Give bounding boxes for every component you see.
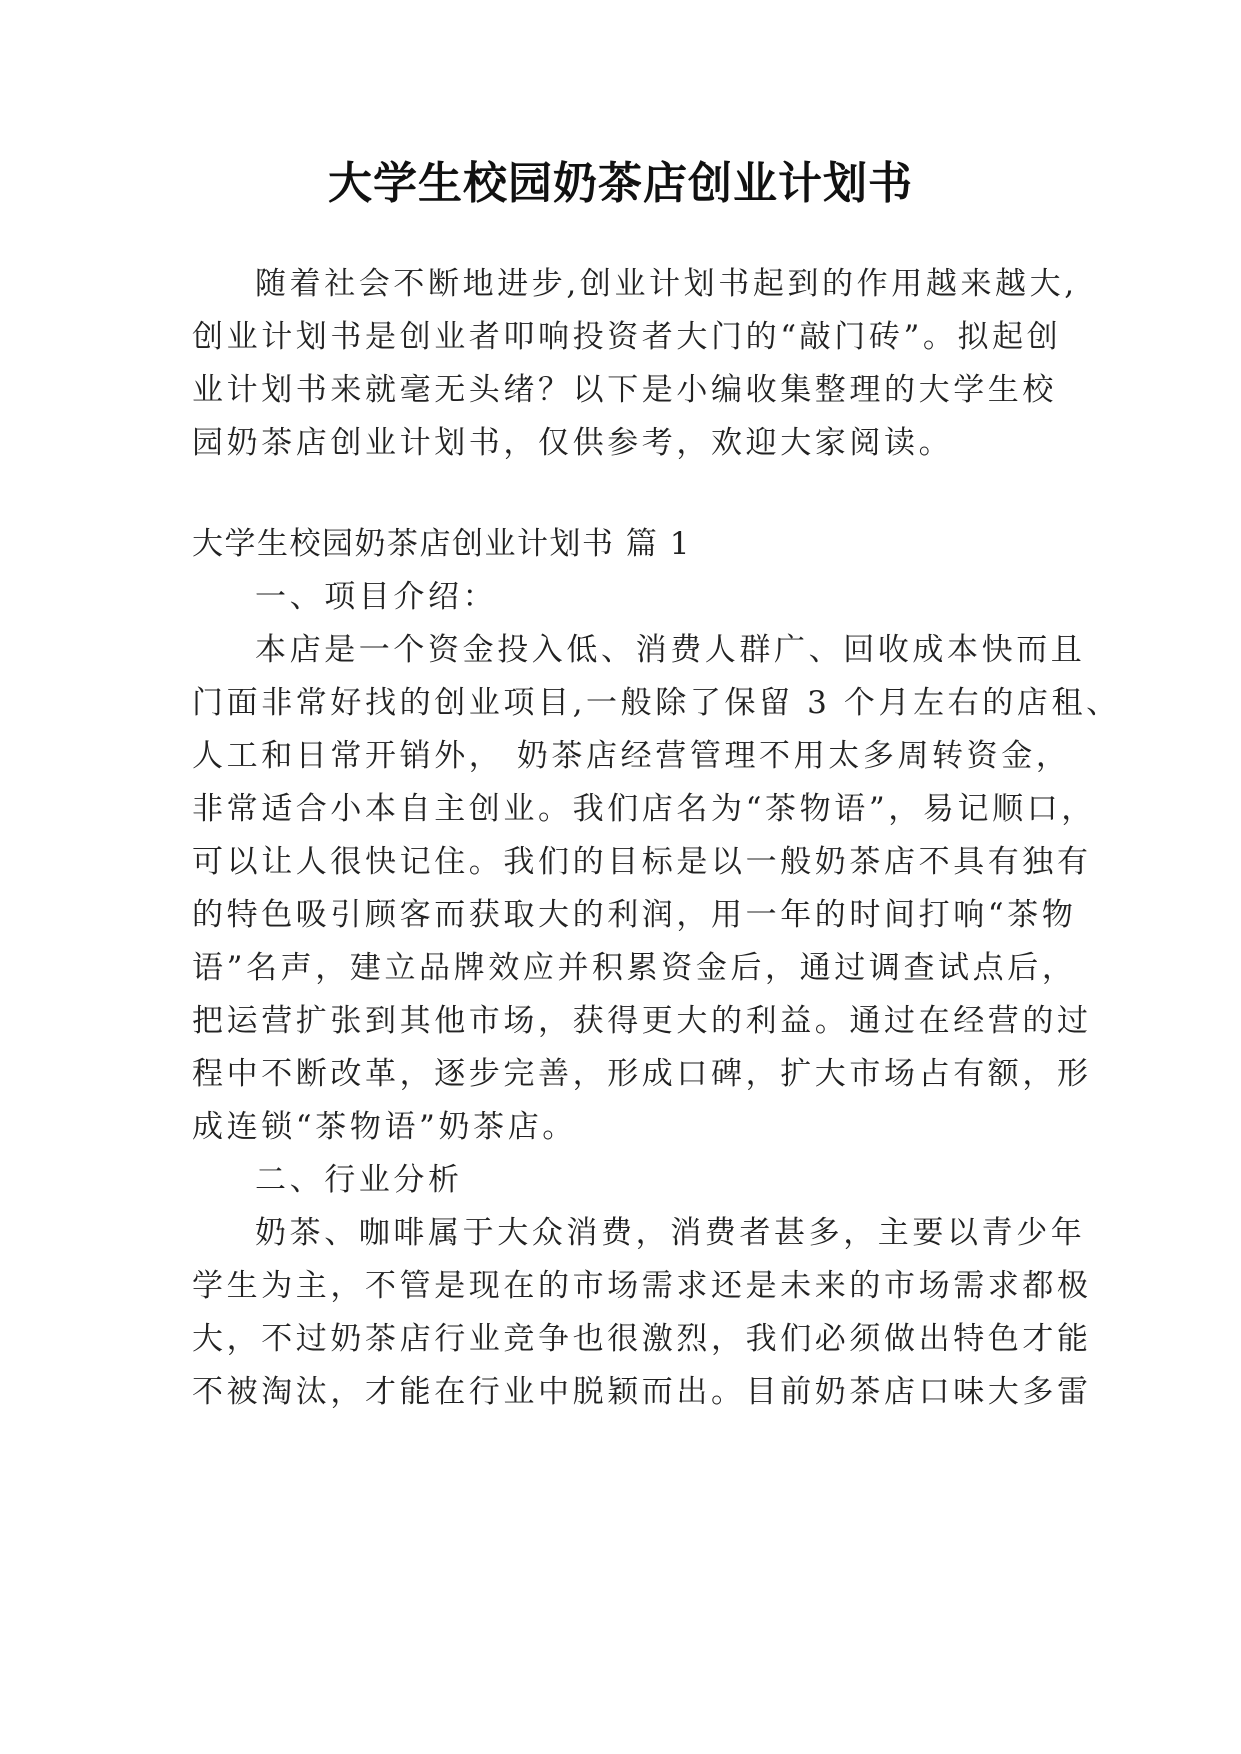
intro-line: 创业计划书是创业者叩响投资者大门的“敲门砖”。拟起创 (192, 319, 1062, 355)
paragraph-line: 非常适合小本自主创业。我们店名为“茶物语”，易记顺口， (192, 791, 1096, 827)
paragraph-line: 语”名声，建立品牌效应并积累资金后，通过调查试点后， (192, 950, 1077, 986)
paragraph-line: 的特色吸引顾客而获取大的利润，用一年的时间打响“茶物 (192, 897, 1077, 933)
paragraph-line: 学生为主，不管是现在的市场需求还是未来的市场需求都极 (192, 1268, 1092, 1304)
intro-line: 园奶茶店创业计划书，仅供参考，欢迎大家阅读。 (192, 425, 954, 461)
paragraph-line: 本店是一个资金投入低、消费人群广、回收成本快而且 (255, 632, 1086, 668)
paragraph-line: 大，不过奶茶店行业竞争也很激烈，我们必须做出特色才能 (192, 1321, 1092, 1357)
paragraph-line: 人工和日常开销外， 奶茶店经营管理不用太多周转资金， (192, 738, 1071, 774)
subheading: 二、行业分析 (255, 1162, 463, 1198)
paragraph-line: 程中不断改革，逐步完善，形成口碑，扩大市场占有额，形 (192, 1056, 1092, 1092)
intro-line: 业计划书来就毫无头绪？以下是小编收集整理的大学生校 (192, 372, 1057, 408)
paragraph-line: 可以让人很快记住。我们的目标是以一般奶茶店不具有独有 (192, 844, 1092, 880)
paragraph-line: 门面非常好找的创业项目,一般除了保留 3 个月左右的店租、 (192, 685, 1121, 721)
paragraph-line: 把运营扩张到其他市场，获得更大的利益。通过在经营的过 (192, 1003, 1092, 1039)
document-title: 大学生校园奶茶店创业计划书 (328, 158, 913, 209)
paragraph-line: 不被淘汰，才能在行业中脱颖而出。目前奶茶店口味大多雷 (192, 1374, 1092, 1410)
intro-line: 随着社会不断地进步,创业计划书起到的作用越来越大, (255, 266, 1078, 302)
paragraph-line: 奶茶、咖啡属于大众消费，消费者甚多，主要以青少年 (255, 1215, 1086, 1251)
paragraph-line: 成连锁“茶物语”奶茶店。 (192, 1109, 577, 1145)
section-heading: 大学生校园奶茶店创业计划书 篇 1 (192, 526, 691, 562)
subheading: 一、项目介绍： (255, 579, 498, 615)
